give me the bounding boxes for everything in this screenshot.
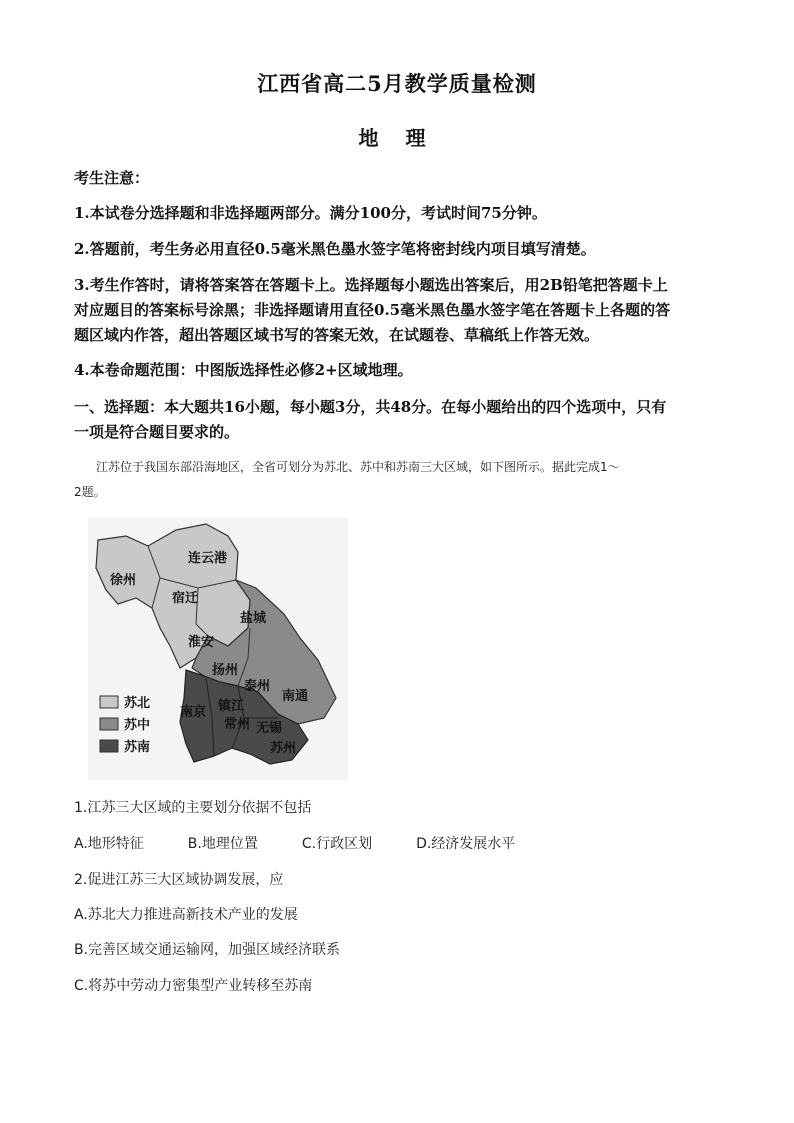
legend-swatch-subei <box>100 696 118 708</box>
city-label-xuzhou: 徐州 <box>110 573 137 588</box>
legend-swatch-sunan <box>100 740 118 752</box>
notice-item-3c: 题区域内作答，超出答题区域书写的答案无效，在试题卷、草稿纸上作答无效。 <box>74 326 600 344</box>
notice-heading: 考生注意： <box>74 169 150 187</box>
city-label-yangzhou: 扬州 <box>212 663 239 678</box>
city-label-huaian: 淮安 <box>188 635 215 650</box>
notice-item-3b: 对应题目的答案标号涂黑；非选择题请用直径0.5毫米黑色墨水签字笔在答题卡上各题的答 <box>74 301 671 319</box>
city-label-wuxi: 无锡 <box>256 721 283 736</box>
question-1-option-c[interactable]: C.行政区划 <box>301 836 373 852</box>
intro-line1: 江苏位于我国东部沿海地区，全省可划分为苏北、苏中和苏南三大区域，如下图所示。据此完成1～ <box>96 460 620 474</box>
exam-title: 江西省高二5月教学质量检测 <box>257 71 537 96</box>
section-heading-line1: 一、选择题：本大题共16小题，每小题3分，共48分。在每小题给出的四个选项中，只有 <box>74 398 667 416</box>
question-1-option-d[interactable]: D.经济发展水平 <box>416 836 516 852</box>
city-label-yancheng: 盐城 <box>240 611 267 626</box>
city-label-lianyungang: 连云港 <box>188 551 228 566</box>
question-2-stem: 2.促进江苏三大区域协调发展，应 <box>74 872 284 888</box>
question-1-options <box>74 834 559 854</box>
city-label-nanjing: 南京 <box>180 705 207 720</box>
question-1-option-a[interactable]: A.地形特征 <box>74 836 144 852</box>
subject-title: 地 理 <box>358 126 436 150</box>
question-2-option-c[interactable]: C.将苏中劳动力密集型产业转移至苏南 <box>74 978 313 994</box>
legend-label-suzhong: 苏中 <box>124 718 151 733</box>
notice-item-2: 2.答题前，考生务必用直径0.5毫米黑色墨水签字笔将密封线内项目填写清楚。 <box>74 240 596 258</box>
city-label-suzhou: 苏州 <box>270 741 297 756</box>
notice-item-3a: 3.考生作答时，请将答案答在答题卡上。选择题每小题选出答案后，用2B铅笔把答题卡上 <box>74 276 668 294</box>
section-heading-line2: 一项是符合题目要求的。 <box>74 423 240 441</box>
jiangsu-region-map <box>88 518 348 780</box>
question-2-option-b[interactable]: B.完善区域交通运输网，加强区域经济联系 <box>74 942 341 958</box>
question-1-stem: 1.江苏三大区域的主要划分依据不包括 <box>74 800 312 816</box>
legend-swatch-suzhong <box>100 718 118 730</box>
question-1-option-b[interactable]: B.地理位置 <box>187 836 258 852</box>
intro-line2: 2题。 <box>74 485 106 499</box>
legend-label-sunan: 苏南 <box>124 740 151 755</box>
city-label-zhenjiang: 镇江 <box>218 699 245 714</box>
legend-label-subei: 苏北 <box>124 696 151 711</box>
notice-item-1: 1.本试卷分选择题和非选择题两部分。满分100分，考试时间75分钟。 <box>74 204 547 222</box>
question-2-option-a[interactable]: A.苏北大力推进高新技术产业的发展 <box>74 907 298 923</box>
city-label-suqian: 宿迁 <box>172 591 199 606</box>
city-label-nantong: 南通 <box>282 689 309 704</box>
city-label-taizhou: 泰州 <box>244 679 271 694</box>
city-label-changzhou: 常州 <box>224 717 251 732</box>
notice-item-4: 4.本卷命题范围：中图版选择性必修2+区域地理。 <box>74 361 413 379</box>
